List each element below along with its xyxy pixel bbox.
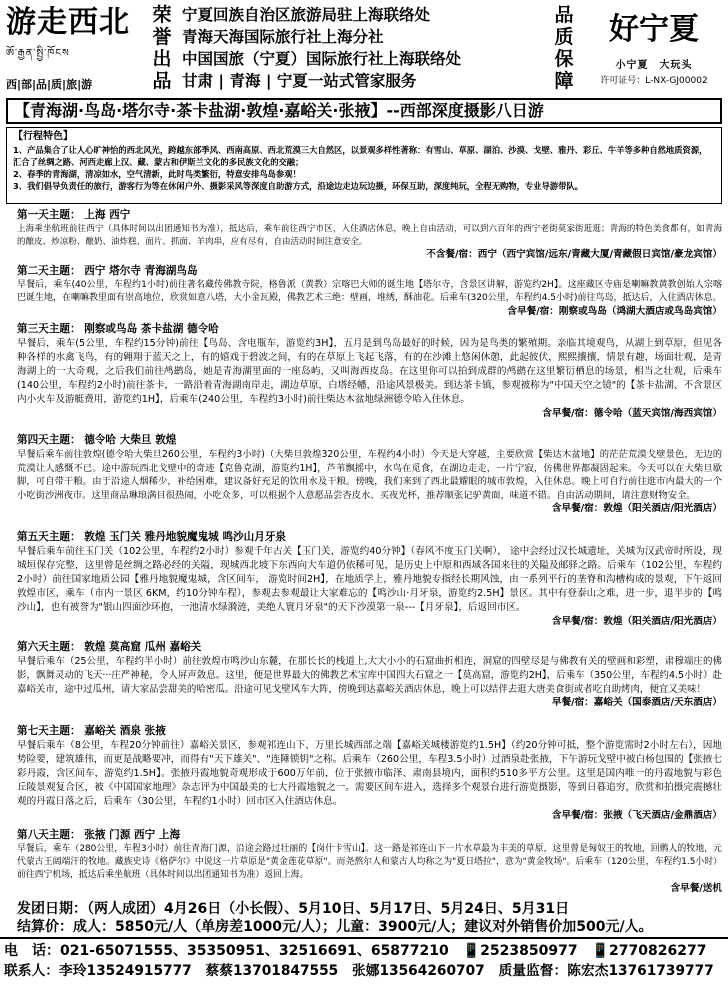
day-heading: 第五天主题： 敦煌 玉门关 雅丹地貌魔鬼城 鸣沙山月牙泉 <box>17 531 287 543</box>
settlement-price: 结算价：成人：5850元/人（单房差1000元/人）；儿童：3900元/人；建议对外销售价加500元/人。 <box>17 919 653 935</box>
day-meal-hotel: 含早餐/宿：德令哈（蓝天宾馆/海西宾馆） <box>542 408 722 419</box>
day-2 <box>17 264 722 319</box>
day-text: 早餐后，乘车（280公里，车程3小时）前往青海门源，沿途会路过壮丽的【岗什卡雪山】。这一路是祁连山下一片水草最为丰美的草原，这里曾是匈奴王的牧地，回鹘人的牧地，元代蒙古王阔端汗的牧地。藏族史诗《格萨尔》中说这一片草原是"黄金莲花草原"。而尧熬尔人和蒙古人均称之为"夏日塔拉"，意为"黄金牧场"。后乘车（120公里，车程约1.5小时）前往西宁机场，抵达后乘坐航班（具体时间以出团通知书为准）返回上海。 <box>17 844 722 880</box>
day-meal-hotel: 不含餐/宿：西宁（西宁宾馆/远东/青藏大厦/青藏假日宾馆/豪龙宾馆） <box>426 249 722 261</box>
day-meal-hotel: 早餐/宿：嘉峪关（国泰酒店/天东酒店） <box>551 697 722 709</box>
day-3 <box>17 322 722 421</box>
day-text: 早餐后乘车（25公里，车程约半小时）前往敦煌市鸣沙山东麓，在那长长的栈道上,大大小小的石窟曲折相连，洞窟的四壁尽是与佛教有关的壁画和彩塑，肃穆端庄的佛影，飘舞灵动的飞天···庄严神秘，令人屏声敛息。这里，便是世界最大的佛教艺术宝库中国四大石窟之一【莫高窟，游览约2H】，后乘车（350公里，车程约4.5小时）赴嘉峪关市，途中过瓜州，请大家品尝甜美的哈密瓜。沿途可见戈壁风车大阵，傍晚到达嘉峪关酒店休息，晚上可以结伴去逛大唐美食街或者吃自助烤肉，便宜又美味！ <box>17 656 722 695</box>
day-8 <box>17 828 722 896</box>
day-text: 早餐后乘车前往玉门关（102公里，车程约2小时）参观千年古关【玉门关，游览约40分钟】（春风不度玉门关啊）， 途中会经过汉长城遗址，关城为汉武帝时所设，现城垣保存完整，这里曾是丝绸之路必经的关隘，现城西北坡下东西向大车道仍依稀可见，是历史上中原和西域各国来往的关隘及邮驿之路。后乘车（102公里，车程约2小时）前往国家地质公园【雅丹地貌魔鬼城，含区间车， 游览时间2H】，在地质学上，雅丹地貌专指经长期风蚀，由一系列平行的垄脊和沟槽构成的景观，下午返回敦煌市区，乘车（市内一景区 6KM，约10分钟车程），参观去参观最让大家难忘的【鸣沙山·月牙泉，游览约2.5H】景区。其中有登泰山之难，进一步，退半步的【鸣沙山】，也有被誉为"银山四面沙环抱，一池清水绿漪涟，美绝人寰月牙泉"的天下沙漠第一泉---【月牙泉】，后返回市区。 <box>17 546 722 613</box>
license-number: 许可证号：L-NX-GJ00002 <box>600 76 708 86</box>
feature-item: 3、我们倡导负责任的旅行，游客行为等在休闲户外、摄影采风等深度自助游方式，沿途边走边玩边摄，环保互助，深度纯玩，全程无购物，专业导游带队。 <box>13 181 583 191</box>
vertical-char: 保 <box>554 48 574 70</box>
day-meal-hotel: 含早餐/送机 <box>670 883 722 894</box>
day-meal-hotel: 含早餐/宿：敦煌（阳关酒店/阳光酒店） <box>551 616 722 627</box>
agency-line: 青海天海国际旅行社上海分社 <box>182 28 384 46</box>
day-heading: 第八天主题： 张掖 门源 西宁 上海 <box>17 829 181 841</box>
day-7 <box>17 724 722 823</box>
day-heading: 第二天主题： 西宁 塔尔寺 青海湖鸟岛 <box>17 265 198 277</box>
vertical-char: 质 <box>554 26 574 48</box>
agency-line: 宁夏回族自治区旅游局驻上海联络处 <box>182 6 431 24</box>
vertical-char: 出 <box>152 48 172 70</box>
vertical-char: 誉 <box>152 26 172 48</box>
logo-left-title: 游走西北 <box>6 5 130 40</box>
day-meal-hotel: 含早餐/宿：刚察或鸟岛（鸿湖大酒店或鸟岛宾馆） <box>507 306 722 318</box>
feature-item: 2、春季的青海湖，清凉如水，空气清新，此时鸟类繁衍，特意安排鸟岛参观！ <box>13 169 301 179</box>
vertical-char: 障 <box>554 70 574 92</box>
logo-right-brand: 好宁夏 <box>609 12 699 47</box>
day-heading: 第六天主题： 敦煌 莫高窟 瓜州 嘉峪关 <box>17 641 202 653</box>
header-agencies <box>182 4 562 92</box>
agency-line: 甘肃 | 青海 | 宁夏一站式管家服务 <box>182 72 417 90</box>
day-text: 早餐后乘车前往敦煌(德令哈大柴旦260公里，车程约3小时)（大柴旦敦煌320公里，车程约4小时）今天是大穿越，主要欣赏【柴达木盆地】的茫茫荒漠戈壁景色，无边的荒漠让人感慨不已。途中游玩西北戈壁中的奇迹【克鲁克湖，游览约1H】，芦苇飘摇中，水鸟在觅食，在湖边走走，一片宁寂，仿佛世界都凝固起来。今天可以在大柴旦歇脚，可自带干粮。由于沿途人烟稀少，补给困难，建议备好充足的饮用水及干粮。傍晚，我们来到了西北最耀眼的城市敦煌，入住休息。晚上可自行前往逛市内最大的一个小吃街沙洲夜市。这里商品琳琅满目很热闹，小吃众多，可以根据个人意愿品尝杏皮水、买夜光杯，推荐顺张记驴黄面，味道不错。自由活动期间，请注意财物安全。 <box>17 449 722 501</box>
logo-left-tibetan: ཨོ་རྒྱན་སྤྱི་ཁོངས <box>6 48 70 59</box>
day-4 <box>17 433 722 516</box>
agency-line: 中国国旅（宁夏）国际旅行社上海联络处 <box>182 50 462 68</box>
telephone-line: 电 话：021-65071555、35350951、32516691、65877210 📱2523850977 📱2770826277 <box>4 943 707 959</box>
tour-title: 【青海湖·鸟岛·塔尔寺·茶卡盐湖·敦煌·嘉峪关·张掖】--西部深度摄影八日游 <box>6 98 722 124</box>
day-heading: 第一天主题： 上海 西宁 <box>17 209 131 221</box>
day-text: 早餐后，乘车(5公里，车程约15分钟)前往【鸟岛、含电瓶车，游览约3H】，五月是到鸟岛最好的时候，因为是鸟类的繁殖期。亲临其境观鸟，从湖上到草原，但见各种各样的水禽飞鸟，有的翱翔于蓝天之上，有的嬉戏于碧波之间，有的在草原上飞起飞落，有的在沙滩上悠闲休憩，此起彼伏，熙熙攘攘，情景有趣，场面壮观，是青海湖上的一大奇观，之后我们前往鸬鹚岛，她是青海湖里面的一座岛屿，又叫海西皮岛。在这里你可以拍到成群的鸬鹚在这里繁衍栖息的场景，相当之壮观，后乘车(140公里，车程约2小时)前往茶卡，一路沿着青海湖南岸走，湖边草原，白塔经幡，沿途风景极美。到达茶卡镇，参观被称为"中国天空之镜"的【茶卡盐湖、不含景区内小火车及游艇费用，游览约1H】，后乘车(240公里，车程约3小时)前往柴达木盆地绿洲德令哈入住休息。 <box>17 338 722 405</box>
brand-logo-left <box>6 6 146 92</box>
day-heading: 第七天主题： 嘉峪关 酒泉 张掖 <box>17 725 166 737</box>
logo-right-tagline: 小宁夏 大玩头 <box>615 60 693 71</box>
header <box>0 0 728 96</box>
vertical-char: 荣 <box>152 4 172 26</box>
day-text: 早餐后乘车（8公里，车程20分钟前往）嘉峪关景区，参观祁连山下、万里长城西部之端【嘉峪关城楼游览约1.5H】（约20分钟可抵，整个游览需时2小时左右），因地势险要，建筑雄伟，而更是战略要冲，而得有"天下雄关"、"连陲锁钥"之称。后乘车（260公里，车程3.5小时）过酒泉赴张掖，下午游玩戈壁中被白杨包围的【张掖七彩丹霞，含区间车，游览约1.5H】。张掖丹霞地貌奇观形成于600万年前，位于张掖市临泽、肃南县境内，面积约510多平方公里。这里是国内唯一的丹霞地貌与彩色丘陵景观复合区，被《中国国家地理》杂志评为中国最美的七大丹霞地貌之一。需要区间车进入，选择多个观景台进行游览摄影，等到日暮追穷，欣赏和拍摄完震撼壮观的丹霞日落之后，后乘车（30公里，车程约1小时）回市区入住酒店休息。 <box>17 740 722 807</box>
day-heading: 第四天主题： 德令哈 大柴旦 敦煌 <box>17 434 177 446</box>
day-text: 早餐后，乘车(40公里，车程约1小时)前往著名藏传佛教寺院，格鲁派（黄教）宗喀巴大师的诞生地【塔尔寺，含景区讲解，游览约2H】。这座藏区寺庙是喇嘛教黄教创始人宗喀巴诞生地，在喇嘛教里面有崇高地位，欣赏如意八塔，大小金瓦殿，佛教艺术三绝：壁画，堆绣，酥油花。后乘车(320公里，车程约4.5小时)前往鸟岛，抵达后，入住酒店休息。 <box>17 280 722 304</box>
day-5 <box>17 530 722 629</box>
day-1 <box>17 208 722 262</box>
feature-item: 1、产品集合了让人心旷神怡的西北风光，跨越东部季风、西南高原、西北荒漠三大自然区，以景观多样性著称：有雪山、草原、湖泊、沙漠、戈壁、雅丹、彩丘、牛羊等多种自然地质资源，汇合了丝绸之路、河西走廊上汉、藏、蒙古和伊斯兰文化的多民族文化的交融； <box>13 145 708 167</box>
vertical-char: 品 <box>554 4 574 26</box>
vertical-label-right <box>552 4 576 92</box>
vertical-char: 品 <box>152 70 172 92</box>
contact-line: 联系人：李玲13524915777 蔡蔡13701847555 张娜13564260707 质量监督：陈宏杰13761739777 <box>4 963 714 979</box>
divider <box>0 937 728 939</box>
features-box <box>6 127 722 204</box>
day-meal-hotel: 含早餐/宿：张掖（飞天酒店/金鼎酒店） <box>551 810 722 821</box>
logo-left-subtitle: 西|部|品|质|旅|游 <box>6 78 93 91</box>
day-text: 上海乘坐航班前往西宁（具体时间以出团通知书为准），抵达后，乘车前往西宁市区，入住酒店休息，晚上自由活动，可以到六百年的西宁老街莫家街逛逛；青海的特色美食都有，如青海的酿皮、炒凉粉、酿奶、油炸糕、面片、抓面、羊肉串，应有尽有，自由活动时间注意安全。 <box>17 224 722 247</box>
brand-logo-right <box>584 4 724 92</box>
vertical-label-left <box>150 4 174 92</box>
day-meal-hotel: 含早餐/宿：敦煌（阳关酒店/阳光酒店） <box>551 503 722 515</box>
day-6 <box>17 640 722 710</box>
day-heading: 第三天主题： 刚察或鸟岛 茶卡盐湖 德令哈 <box>17 323 219 335</box>
features-heading: 【行程特色】 <box>13 131 73 142</box>
departure-dates: 发团日期：（两人成团）4月26日（小长假）、5月10日、5月17日、5月24日、5月31日 <box>17 901 570 917</box>
